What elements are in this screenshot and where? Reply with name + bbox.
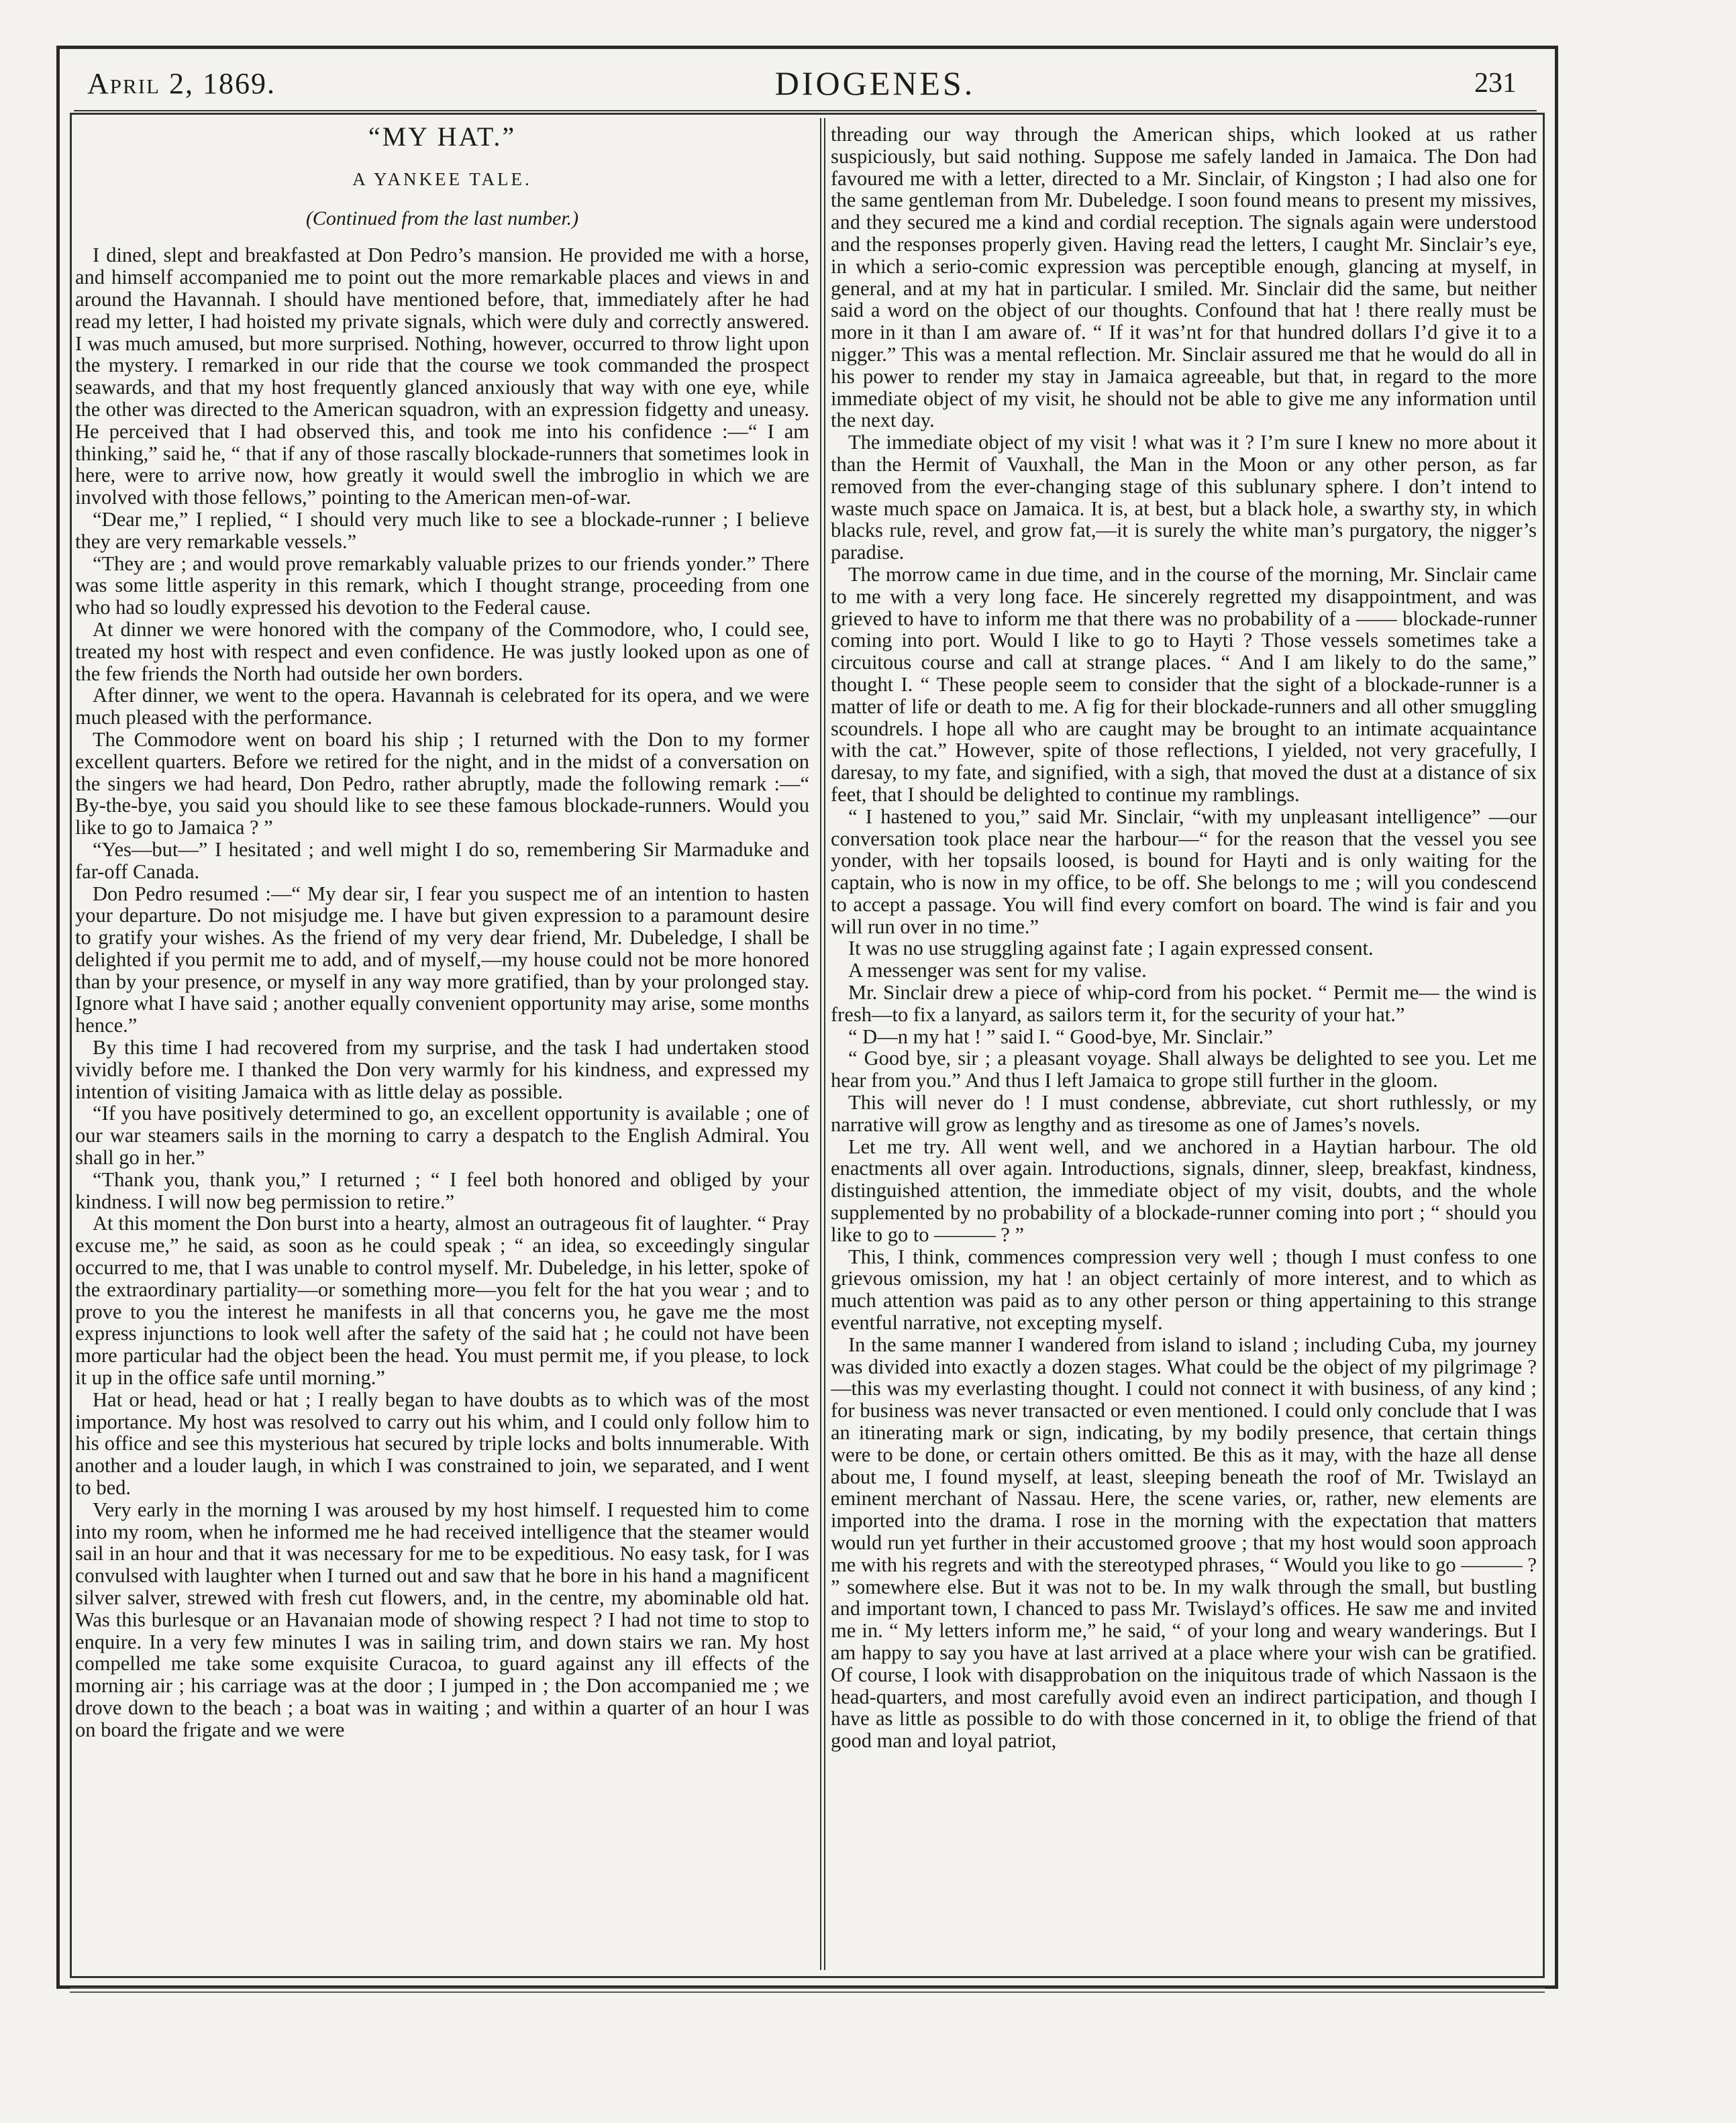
paragraph: “Dear me,” I replied, “ I should very much like to see a blockade-runner ; I believe they are very remarkable vessels.” — [75, 507, 809, 553]
page-number: 231 — [1474, 68, 1517, 99]
paragraph: “ Good bye, sir ; a pleasant voyage. Shall always be delighted to see you. Let me hear from you.” And thus I left Jamaica to grope still further in the gloom. — [831, 1047, 1537, 1092]
right-column — [831, 123, 1537, 1962]
paragraph: It was no use struggling against fate ; I again expressed consent. — [848, 937, 1374, 960]
paragraph: “If you have positively determined to go, an excellent opportunity is available ; one of our war steamers sails in the morning to carry a despatch to the English Admiral. You shall go in her.” — [75, 1102, 809, 1170]
right-paragraphs — [831, 123, 1537, 1752]
left-column — [75, 123, 809, 1962]
paragraph: Hat or head, head or hat ; I really began to have doubts as to which was of the most importance. My host was resolved to carry out his whim, and I could only follow him to his office and see this mysterious hat secured by triple locks and bolts innumerable. With another and a louder laugh, in which I was constrained to join, we separated, and I went to bed. — [75, 1388, 809, 1500]
paragraph: Let me try. All went well, and we anchored in a Haytian harbour. The old enactments all over again. Introductions, signals, dinner, sleep, breakfast, kindness, distinguished attention, the immediate object of my visit, doubts, and the whole supplemented by no probability of a blockade-runner coming into port ; “ should you like to go to ——— ? ” — [831, 1135, 1537, 1246]
paragraph: Very early in the morning I was aroused by my host himself. I requested him to come into my room, when he informed me he had received intelligence that the steamer would sail in an hour and that it was necessary for me to be expeditious. No easy task, for I was convulsed with laughter when I turned out and saw that he bore in his hand a magnificent silver salver, strewed with fresh cut flowers, and, in the centre, my abominable old hat. Was this burlesque or an Havanaian mode of showing respect ? I had not time to stop to enquire. In a very few minutes I was in sailing trim, and down stairs we ran. My host compelled me take some exquisite Curacoa, to guard against any ill effects of the morning air ; his carriage was at the door ; I jumped in ; the Don accompanied me ; we drove down to the beach ; a boat was in waiting ; and within a quarter of an hour I was on board the frigate and we were — [75, 1498, 809, 1741]
paragraph: A messenger was sent for my valise. — [848, 959, 1147, 982]
continued-note: (Continued from the last number.) — [305, 207, 579, 229]
paragraph: “ D—n my hat ! ” said I. “ Good-bye, Mr. Sinclair.” — [848, 1025, 1273, 1048]
paragraph: The Commodore went on board his ship ; I returned with the Don to my former excellent quarters. Before we retired for the night, and in the midst of a conversation on the singers we had heard, Don Pedro, rather abruptly, made the following remark :—“ By-the-bye, you said you should like to see these famous blockade-runners. Would you like to go to Jamaica ? ” — [75, 727, 809, 839]
paragraph: At dinner we were honored with the company of the Commodore, who, I could see, treated my host with respect and even confidence. He was justly looked upon as one of the few friends the North had outside her own borders. — [75, 617, 809, 685]
paragraph: Don Pedro resumed :—“ My dear sir, I fear you suspect me of an intention to hasten your departure. Do not misjudge me. I have but given expression to a paramount desire to gratify your wishes. As the friend of my very dear friend, Mr. Dubeledge, I shall be delighted if you permit me to add, and of myself,—my house could not be more honored than by your presence, or myself in any way more gratified, than by your prolonged stay. Ignore what I have said ; another equally convenient opportunity may arise, some months hence.” — [75, 882, 809, 1037]
column-divider — [820, 118, 825, 1970]
bottom-rule — [70, 1987, 1545, 1993]
paragraph: The morrow came in due time, and in the course of the morning, Mr. Sinclair came to me with a very long face. He sincerely regretted my disappointment, and was grieved to have to inform me that there was no probability of a —— blockade-runner coming into port. Would I like to go to Hayti ? Those vessels sometimes take a circuitous course and call at strange places. “ And I am likely to do the same,” thought I. “ These people seem to consider that the sight of a blockade-runner is a matter of life or death to me. A fig for their blockade-runners and all other smuggling scoundrels. I hope all who are caught may be brought to an intimate acquaintance with the cat.” However, spite of those reflections, I yielded, not very gracefully, I daresay, to my fate, and signified, with a sigh, that moved the dust at a distance of six feet, that I should be delighted to continue my ramblings. — [831, 562, 1537, 806]
paragraph: “Yes—but—” I hesitated ; and well might I do so, remembering Sir Marmaduke and far-off Canada. — [75, 837, 809, 883]
paragraph: threading our way through the American ships, which looked at us rather suspiciously, but said nothing. Suppose me safely landed in Jamaica. The Don had favoured me with a letter, directed to a Mr. Sinclair, of Kingston ; I had also one for the same gentleman from Mr. Dubeledge. I soon found means to present my missives, and they secured me a kind and cordial reception. The signals again were understood and the responses properly given. Having read the letters, I caught Mr. Sinclair’s eye, in which a serio-comic expression was perceptible enough, glancing at myself, in general, and at my hat in particular. I smiled. Mr. Sinclair did the same, but neither said a word on the object of our thoughts. Confound that hat ! there really must be more in it than I am aware of. “ If it was’nt for that hundred dollars I’d give it to a nigger.” This was a mental reflection. Mr. Sinclair assured me that he would do all in his power to render my stay in Jamaica agreeable, but that, in regard to the more immediate object of my visit, he should not be able to give me any information until the next day. — [831, 123, 1537, 432]
paragraph: “ I hastened to you,” said Mr. Sinclair, “with my unpleasant intelligence” —our conversation took place near the harbour—“ for the reason that the vessel you see yonder, with her topsails loosed, is bound for Hayti and is only waiting for the captain, who is now in my office, to be off. She belongs to me ; will you condescend to accept a passage. You will find every comfort on board. The wind is fair and you will run over in no time.” — [831, 805, 1537, 938]
masthead: DIOGENES. — [774, 64, 976, 102]
paragraph: Mr. Sinclair drew a piece of whip-cord from his pocket. “ Permit me— the wind is fresh—to fix a lanyard, as sailors term it, for the security of your hat.” — [831, 981, 1537, 1026]
issue-date: April 2, 1869. — [87, 66, 276, 100]
paragraph: This, I think, commences compression very well ; though I must confess to one grievous omission, my hat ! an object certainly of more interest, and to which as much attention was paid as to any other person or thing appertaining to this strange eventful narrative, not excepting myself. — [831, 1245, 1537, 1335]
paragraph: The immediate object of my visit ! what was it ? I’m sure I knew no more about it than the Hermit of Vauxhall, the Man in the Moon or any other person, as far removed from the ever-changing stage of this sublunary sphere. I don’t intend to waste much space on Jamaica. It is, at best, but a black hole, a swarthy sty, in which blacks rule, revel, and grow fat,—it is surely the white man’s purgatory, the nigger’s paradise. — [831, 431, 1537, 564]
left-paragraphs — [75, 244, 809, 1741]
paragraph: “Thank you, thank you,” I returned ; “ I feel both honored and obliged by your kindness. I will now beg permission to retire.” — [75, 1168, 809, 1213]
paragraph: This will never do ! I must condense, abbreviate, cut short ruthlessly, or my narrative will grow as lengthy and as tiresome as one of James’s novels. — [831, 1091, 1537, 1136]
page-header — [74, 56, 1537, 114]
paragraph: In the same manner I wandered from island to island ; including Cuba, my journey was divided into exactly a dozen stages. What could be the object of my pilgrimage ?—this was my everlasting thought. I could not connect it with business, of any kind ; for business was never transacted or even mentioned. I could only conclude that I was an itinerating mark or sign, indicating, by my bodily presence, that certain things were to be done, or certain others omitted. Be this as it may, with the haze all dense about me, I found myself, at least, sleeping beneath the roof of Mr. Twislayd an eminent merchant of Nassau. Here, the scene varies, or, rather, new elements are imported into the drama. I rose in the morning with the expectation that matters would run yet further in their accustomed groove ; that my host would soon approach me with his regrets and with the stereotyped phrases, “ Would you like to go ——— ? ” somewhere else. But it was not to be. In my walk through the small, but bustling and important town, I chanced to pass Mr. Twislayd’s offices. He saw me and invited me in. “ My letters inform me,” he said, “ of your long and weary wanderings. But I am happy to say you have at last arrived at a place where your wish can be gratified. Of course, I look with disapprobation on the iniquitous trade of which Nassaon is the head-quarters, and most carefully avoid even an indirect participation, and though I have as little as possible to do with those concerned in it, to oblige the friend of that good man and loyal patriot, — [831, 1333, 1537, 1753]
paragraph: “They are ; and would prove remarkably valuable prizes to our friends yonder.” There was some little asperity in this remark, which I thought strange, proceeding from one who had so loudly expressed his devotion to the Federal cause. — [75, 552, 809, 619]
paragraph: After dinner, we went to the opera. Havannah is celebrated for its opera, and we were much pleased with the performance. — [75, 684, 809, 729]
article-title: “MY HAT.” — [368, 123, 517, 152]
article-subtitle: A YANKEE TALE. — [352, 168, 532, 189]
paragraph: By this time I had recovered from my surprise, and the task I had undertaken stood vividly before me. I thanked the Don very warmly for his kindness, and expressed my intention of visiting Jamaica with as little delay as possible. — [75, 1036, 809, 1103]
paragraph: I dined, slept and breakfasted at Don Pedro’s mansion. He provided me with a horse, and himself accompanied me to point out the more remarkable places and views in and around the Havannah. I should have mentioned before, that, immediately after he had read my letter, I had hoisted my private signals, which were duly and correctly answered. I was much amused, but more surprised. Nothing, however, occurred to throw light upon the mystery. I remarked in our ride that the course we took commanded the prospect seawards, and that my host frequently glanced anxiously that way with one eye, while the other was directed to the American squadron, with an expression fidgetty and uneasy. He perceived that I had observed this, and took me into his confidence :—“ I am thinking,” said he, “ that if any of those rascally blockade-runners that sometimes look in here, were to arrive now, how greatly it would swell the imbroglio in which we are involved with those fellows,” pointing to the American men-of-war. — [75, 244, 809, 509]
paragraph: At this moment the Don burst into a hearty, almost an outrageous fit of laughter. “ Pray excuse me,” he said, as soon as he could speak ; “ an idea, so exceedingly singular occurred to me, that I was unable to control myself. Mr. Dubeledge, in his letter, spoke of the extraordinary partiality—or something more—you felt for the hat you wear ; and to prove to you the interest he manifests in all that concerns you, he gave me the most express injunctions to look well after the safety of the said hat ; he could not have been more particular had the object been the head. You must permit me, if you please, to lock it up in the office safe until morning.” — [75, 1212, 809, 1390]
